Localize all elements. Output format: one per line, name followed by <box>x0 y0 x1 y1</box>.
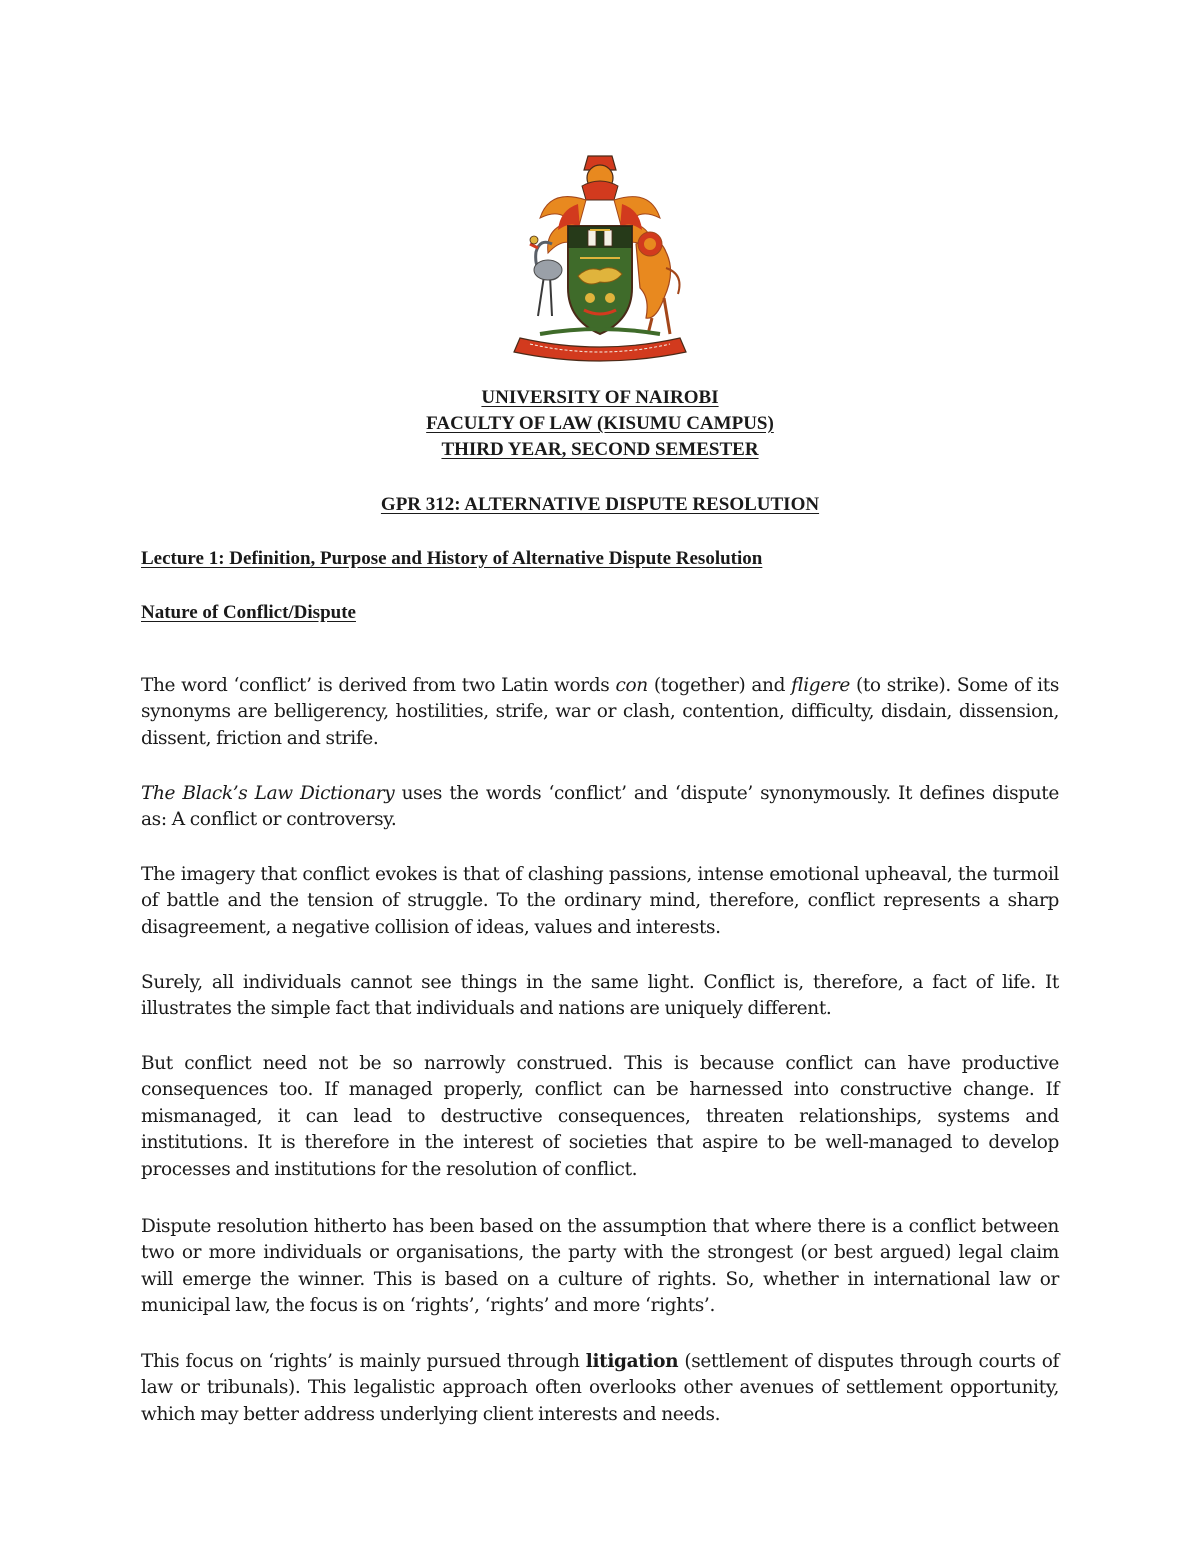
course-title: GPR 312: ALTERNATIVE DISPUTE RESOLUTION <box>380 494 820 515</box>
dictionary-title: The Black’s Law Dictionary <box>141 782 395 804</box>
paragraph-1 <box>141 673 1059 753</box>
course-title-block <box>140 492 1060 518</box>
latin-word-fligere: fligere <box>791 674 850 696</box>
litigation-term: litigation <box>585 1350 679 1372</box>
paragraph-1-text-c: (to strike). Some of its synonyms are belligerency, hostilities, strife, war or clash, contention, difficulty, disdain, dissension, dissent, friction and strife. <box>141 674 1059 749</box>
faculty-name: FACULTY OF LAW (KISUMU CAMPUS) <box>426 413 774 434</box>
paragraph-2-text: uses the words ‘conflict’ and ‘dispute’ synonymously. It defines dispute as: A conflict or controversy. <box>141 782 1059 830</box>
paragraph-3: The imagery that conflict evokes is that of clashing passions, intense emotional upheaval, the turmoil of battle and the tension of struggle. To the ordinary mind, therefore, conflict represents a sharp disagreement, a negative collision of ideas, values and interests. <box>141 863 1059 938</box>
semester-label: THIRD YEAR, SECOND SEMESTER <box>441 439 759 460</box>
paragraph-6: Dispute resolution hitherto has been based on the assumption that where there is a conflict between two or more individuals or organisations, the party with the strongest (or best argued) legal claim will emerge the winner. This is based on a culture of rights. So, whether in international law or municipal law, the focus is on ‘rights’, ‘rights’ and more ‘rights’. <box>141 1215 1059 1316</box>
paragraph-7-text-b: (settlement of disputes through courts of law or tribunals). This legalistic approach often overlooks other avenues of settlement opportunity, which may better address underlying client interests and needs. <box>141 1350 1059 1425</box>
lecture-title: Lecture 1: Definition, Purpose and History of Alternative Dispute Resolution <box>141 548 763 569</box>
section-title: Nature of Conflict/Dispute <box>141 602 356 623</box>
paragraph-1-text-a: The word ‘conflict’ is derived from two Latin words <box>141 674 616 696</box>
latin-word-con: con <box>615 674 648 696</box>
paragraph-7-text-a: This focus on ‘rights’ is mainly pursued through <box>141 1350 586 1372</box>
paragraph-1-text-b: (together) and <box>647 674 792 696</box>
paragraph-4: Surely, all individuals cannot see things in the same light. Conflict is, therefore, a fact of life. It illustrates the simple fact that individuals and nations are uniquely different. <box>141 971 1059 1019</box>
paragraph-5: But conflict need not be so narrowly construed. This is because conflict can have productive consequences too. If managed properly, conflict can be harnessed into constructive change. If mismanaged, it can lead to destructive consequences, threaten relationships, systems and institutions. It is therefore in the interest of societies that aspire to be well-managed to develop processes and institutions for the resolution of conflict. <box>141 1052 1059 1180</box>
paragraph-2 <box>141 781 1059 834</box>
university-crest-logo <box>500 148 700 370</box>
document-header <box>140 385 1060 463</box>
university-name: UNIVERSITY OF NAIROBI <box>481 387 719 408</box>
paragraph-7 <box>141 1349 1059 1429</box>
